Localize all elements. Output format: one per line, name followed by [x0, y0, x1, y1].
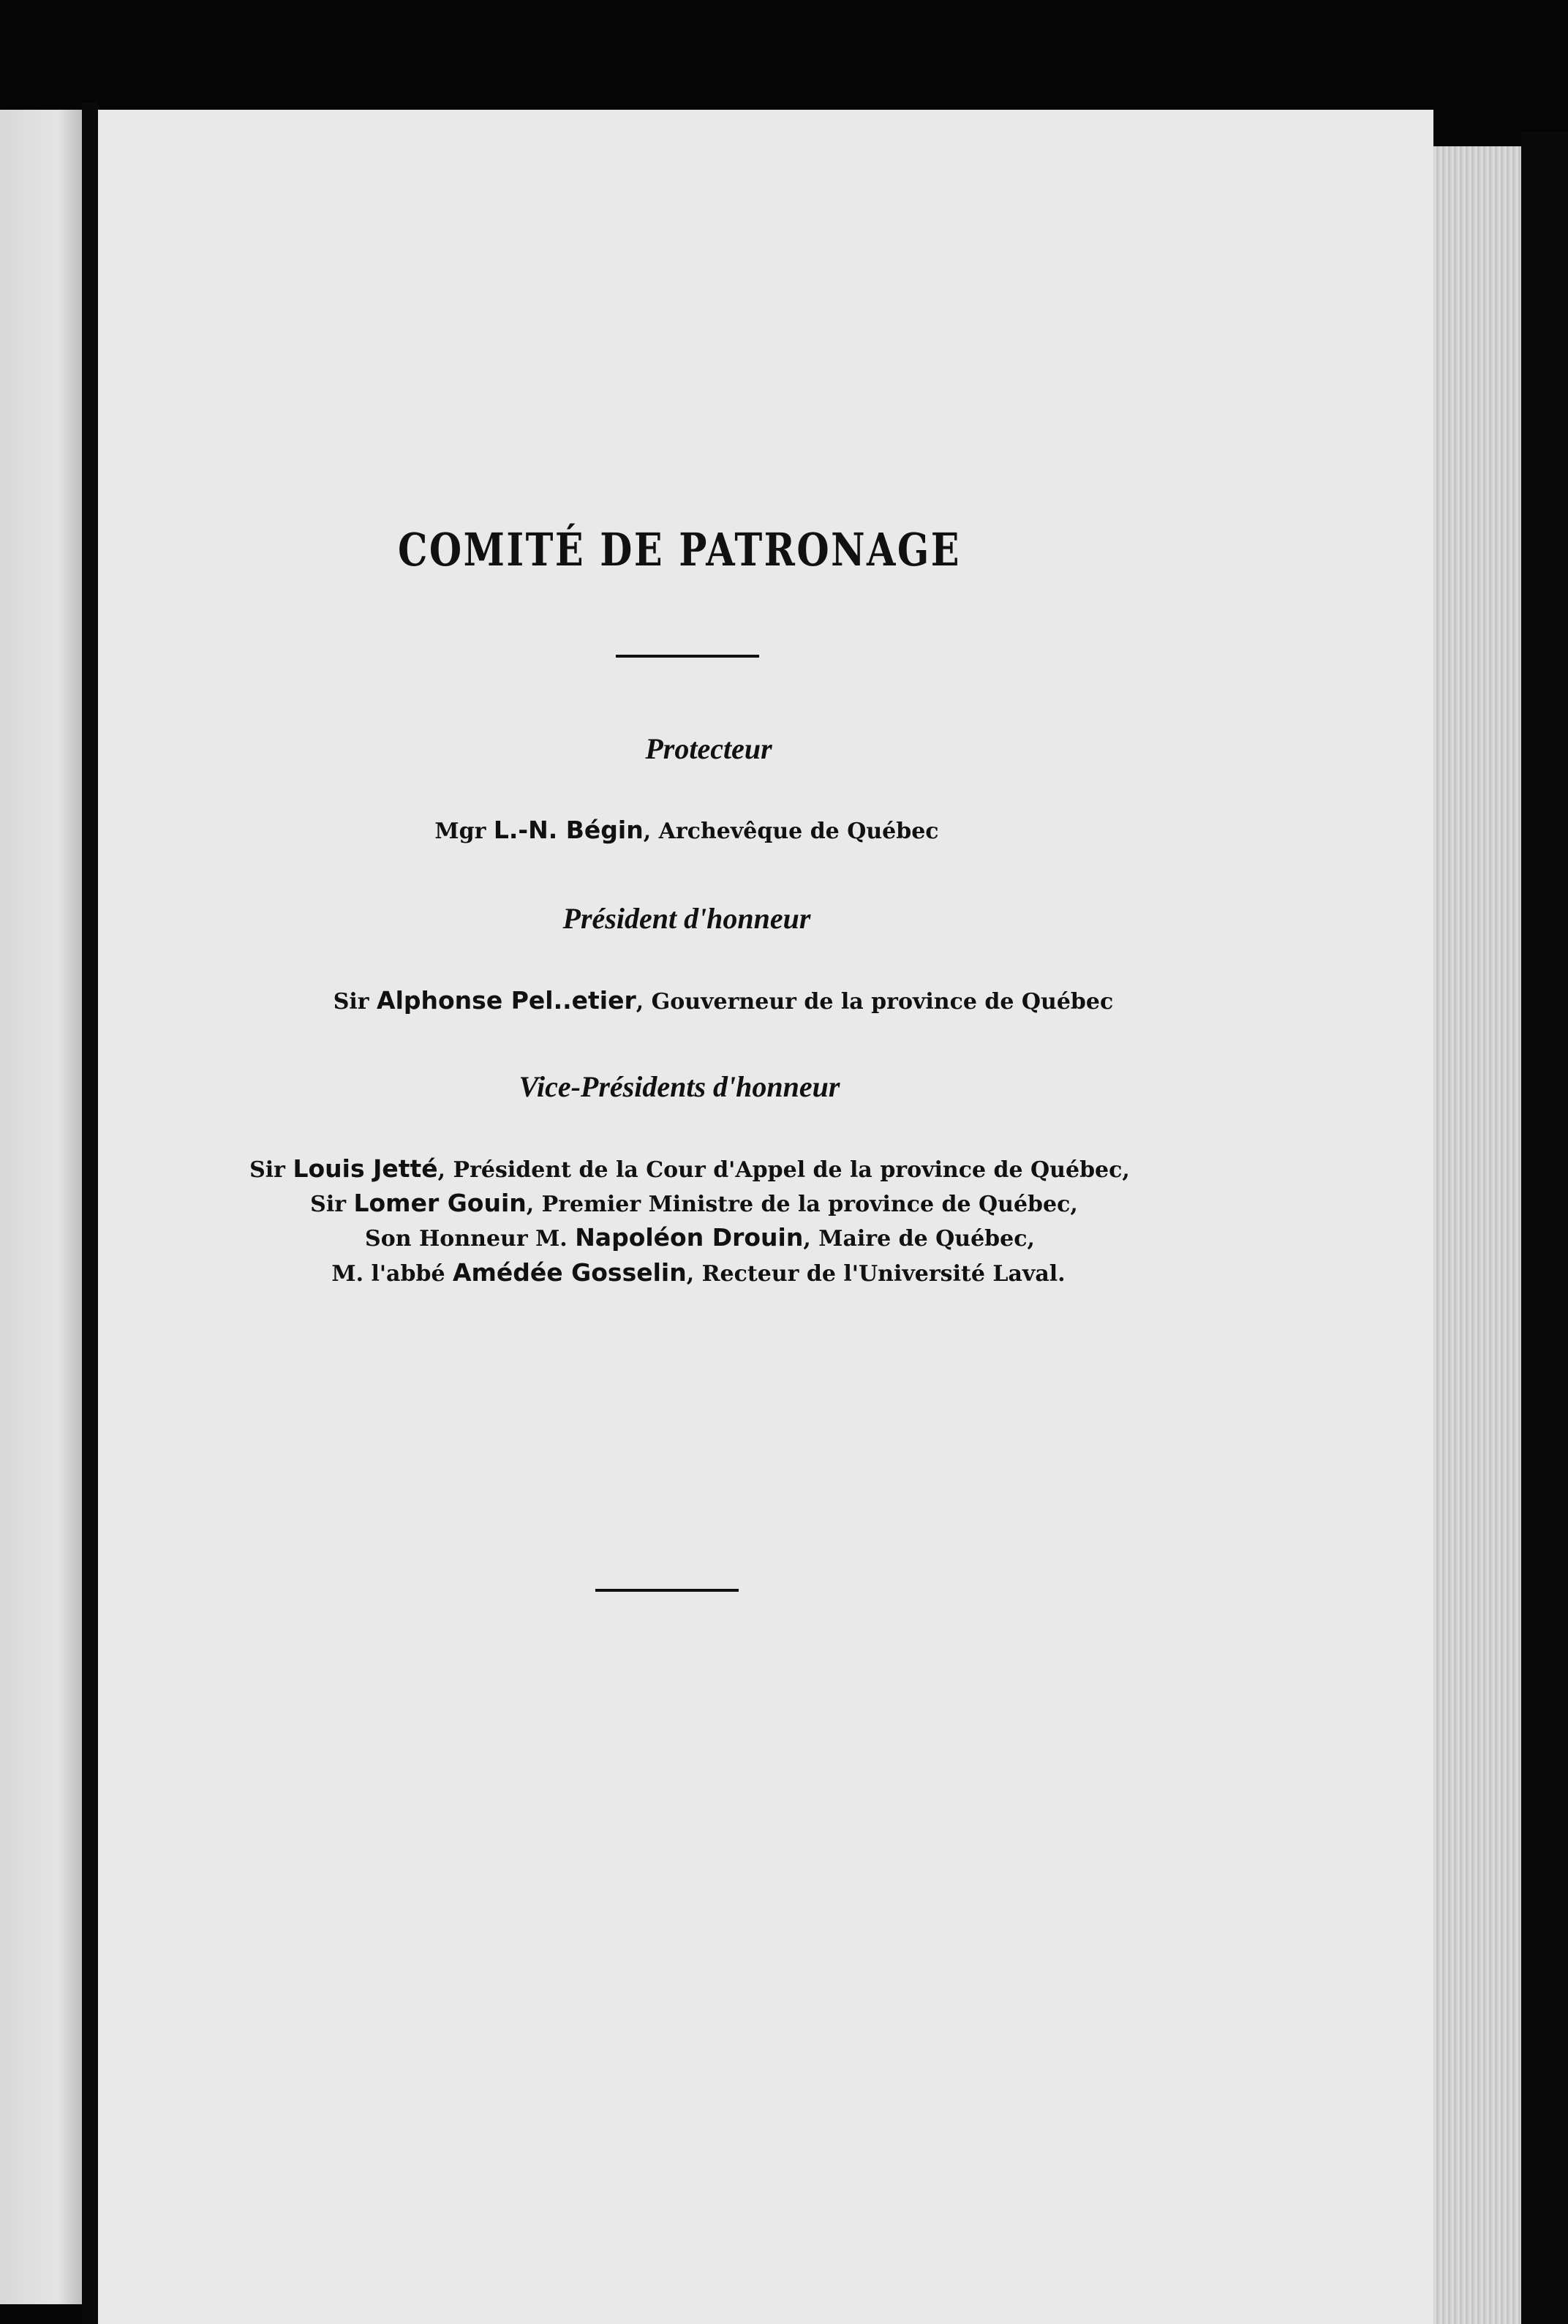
section-heading-vice-presidents: Vice-Présidents d'honneur: [519, 1070, 840, 1103]
entry-name: Lomer Gouin: [353, 1189, 527, 1217]
entry-title: , Gouverneur de la province de Québec: [636, 989, 1114, 1015]
entry-title: , Premier Ministre de la province de Québec,: [526, 1192, 1078, 1217]
page-stack-edge: [1433, 146, 1521, 2324]
entry-line: [113, 1189, 1275, 1217]
entry-prefix: Sir: [310, 1192, 354, 1217]
entry-title: , Recteur de l'Université Laval.: [686, 1261, 1066, 1287]
entry-prefix: Mgr: [434, 819, 494, 844]
entry-name: L.-N. Bégin: [493, 816, 644, 844]
divider-rule: [595, 1589, 739, 1592]
entry-line: [117, 1258, 1280, 1287]
page-title: COMITÉ DE PATRONAGE: [397, 523, 962, 576]
entry-name: Amédée Gosselin: [452, 1258, 687, 1287]
entry-line: [142, 986, 1305, 1015]
entry-title: , Maire de Québec,: [803, 1226, 1035, 1252]
entry-line: [108, 1154, 1271, 1183]
section-heading-protecteur: Protecteur: [645, 732, 772, 765]
entry-title: , Archevêque de Québec: [643, 819, 939, 844]
entry-name: Alphonse Pel..etier: [377, 986, 636, 1015]
section-heading-president: Président d'honneur: [562, 902, 811, 935]
entry-line: [105, 816, 1268, 844]
facing-page-edge: [0, 110, 82, 2304]
scan-border-right: [1521, 132, 1568, 2324]
entry-prefix: Sir: [333, 989, 377, 1015]
entry-name: Napoléon Drouin: [575, 1223, 804, 1252]
entry-name: Louis Jetté: [293, 1154, 438, 1183]
entry-title: , Président de la Cour d'Appel de la province de Québec,: [437, 1157, 1130, 1183]
entry-prefix: Sir: [249, 1157, 293, 1183]
book-gutter: [82, 102, 98, 2324]
entry-line: [118, 1223, 1281, 1252]
entry-prefix: Son Honneur M.: [365, 1226, 576, 1252]
entry-prefix: M. l'abbé: [331, 1261, 453, 1287]
divider-rule: [616, 655, 759, 658]
